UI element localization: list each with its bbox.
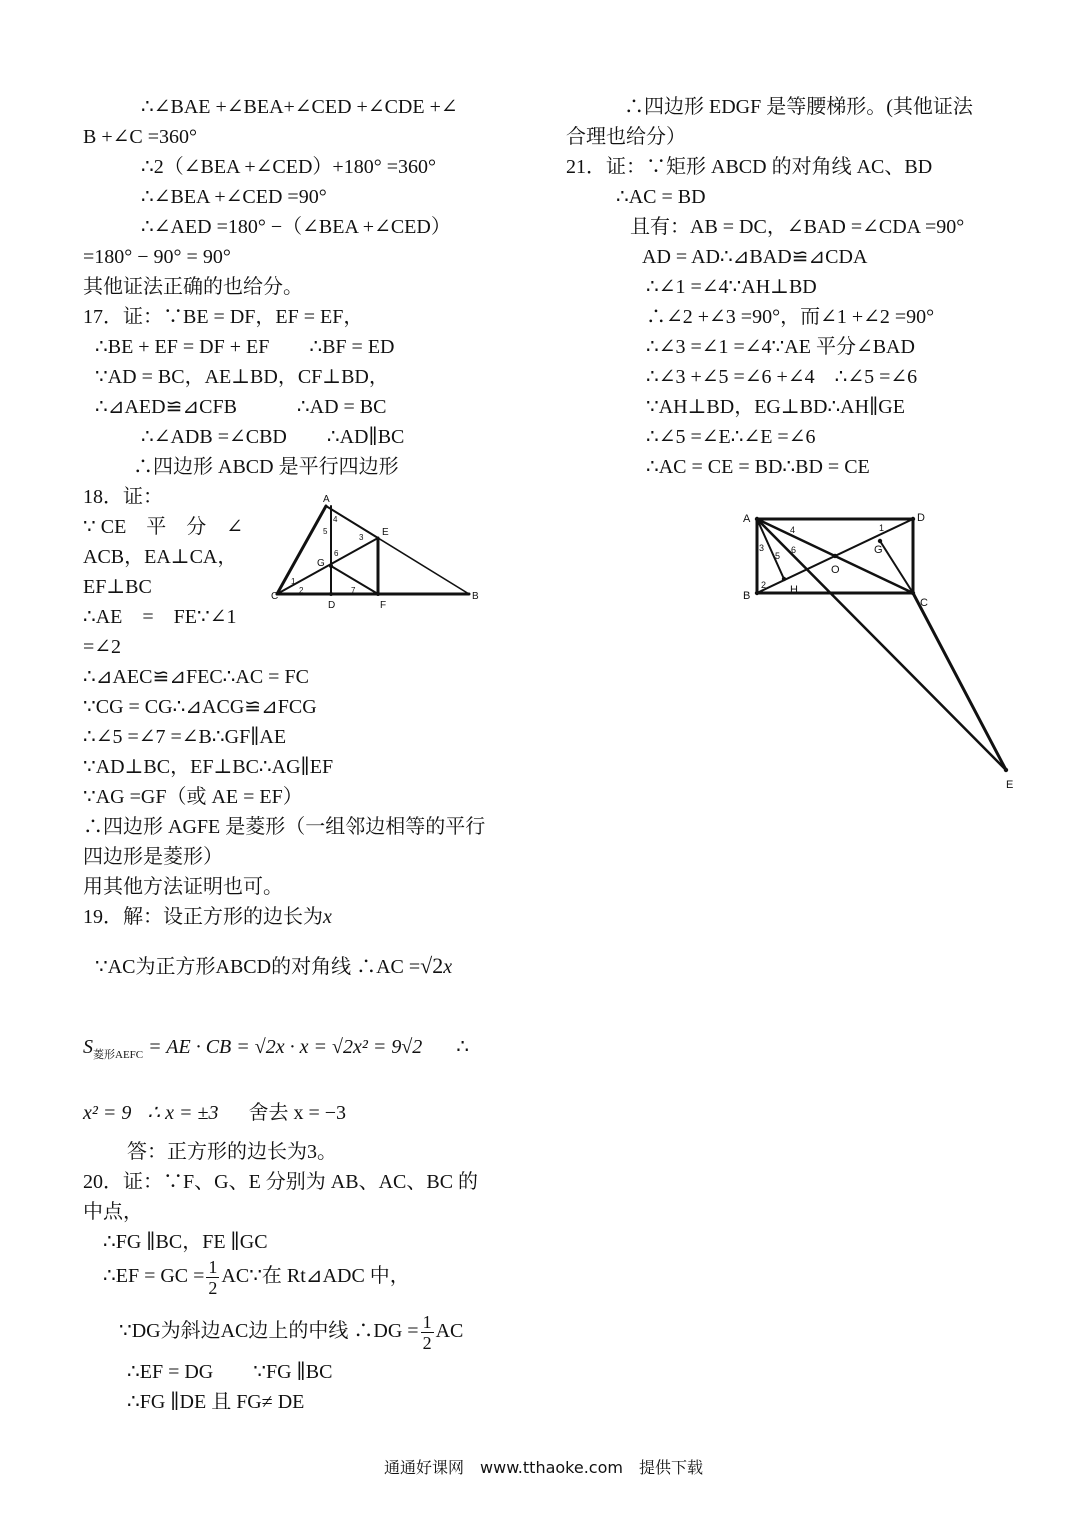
text-line: ∴2（∠BEA +∠CED）+180° =360° [141,156,436,178]
angle-label-5: 5 [775,551,781,561]
angle-label-7: 7 [351,586,356,595]
math-line [83,948,523,985]
text-line: ∴AC = CE = BD∴BD = CE [646,456,870,478]
text-line: 用其他方法证明也可。 [83,876,283,898]
label-D: D [917,512,925,524]
text-span: ∴ [456,1036,470,1058]
label-D: D [328,600,336,611]
angle-label-4: 4 [790,525,796,535]
text-line: =180° − 90° = 90° [83,246,231,268]
subscript: 菱形AEFC [93,1049,144,1061]
text-span: AC∵在 Rt⊿ADC 中， [221,1265,410,1288]
question-19 [83,902,523,1167]
text-line: ∵CG = CG∴⊿ACG≌⊿FCG [83,696,317,718]
text-line: ∴四边形 AGFE 是菱形（一组邻边相等的平行 [83,816,486,838]
math-line [83,1095,523,1131]
label-B: B [743,590,751,602]
label-B: B [472,591,479,602]
right-column [566,92,1011,482]
text-line: 中点， [83,1201,143,1223]
angle-label-3: 3 [359,533,364,542]
text-line: ∵AG =GF（或 AE = EF） [83,786,303,808]
fraction [206,1257,219,1298]
text-line: ∴AC = BD [616,186,706,208]
text-line: 合理也给分） [566,126,686,148]
text-line: ∴∠BAE +∠BEA+∠CED +∠CDE +∠ [141,96,458,118]
math-line [83,1312,523,1353]
label-G: G [317,558,325,569]
label-G: G [874,544,883,556]
angle-label-1: 1 [879,523,885,533]
math-line [83,1029,523,1073]
text-line: ∵AD⊥BC，EF⊥BC∴AG∥EF [83,756,334,778]
label-H: H [790,584,798,596]
text-line: ∴FG ∥BC，FE ∥GC [103,1231,268,1253]
text-line: ∴BE + EF = DF + EF ∴BF = ED [95,336,395,358]
text-line: ACB，EA⊥CA， [83,546,238,568]
angle-label-2: 2 [761,580,767,590]
text-line: B +∠C =360° [83,126,197,148]
angle-label-1: 1 [291,577,296,586]
denominator: 2 [422,1333,432,1353]
text-line: 答：正方形的边长为3。 [127,1141,337,1163]
left-column [83,92,523,1417]
angle-label-4: 4 [333,515,338,524]
text-line: 四边形是菱形） [83,846,223,868]
question-20-heading: 20．证：∵F、G、E 分别为 AB、AC、BC 的 [83,1171,479,1193]
math-expression: x² = 9 [83,1102,132,1124]
angle-label-6: 6 [791,545,797,555]
text-line: ∴∠ADB =∠CBD ∴AD∥BC [141,426,405,448]
text-span: ∵DG为斜边AC边上的中线 ∴DG = [119,1320,419,1343]
text-line: ∴四边形 EDGF 是等腰梯形。(其他证法 [624,96,973,118]
text-line: ∴∠1 =∠4∵AH⊥BD [646,276,817,298]
text-line: ∴⊿AED≌⊿CFB ∴AD = BC [95,396,387,418]
label-A: A [323,494,330,505]
text-line: ∴FG ∥DE 且 FG≠ DE [127,1391,305,1413]
label-C: C [920,597,928,609]
angle-label-3: 3 [759,543,765,553]
question-20 [83,1167,523,1417]
text-line: ∴∠2 +∠3 =90°，而∠1 +∠2 =90° [646,306,935,328]
label-O: O [831,564,840,576]
question-17-heading: 17．证：∵BE = DF，EF = EF， [83,306,364,328]
numerator: 1 [422,1312,432,1332]
math-expression: ∴ x = ±3 [147,1102,219,1124]
text-span: ∵AC为正方形ABCD的对角线 ∴AC = [95,956,421,978]
text-line: ∴∠3 =∠1 =∠4∵AE 平分∠BAD [646,336,915,358]
label-E: E [382,527,389,538]
text-span: ∴EF = GC = [103,1265,205,1288]
text-line: ∴∠5 =∠7 =∠B∴GF∥AE [83,726,287,748]
math-expression: 舍去 x = −3 [248,1102,347,1124]
question-17 [83,302,523,482]
math-var: x [443,956,453,978]
rectangle-figure-21 [730,505,1030,795]
text-line: 其他证法正确的也给分。 [83,276,303,298]
label-A: A [743,513,751,525]
page-footer: 通通好课网 www.tthaoke.com 提供下载 [384,1458,703,1477]
text-line: ∴∠5 =∠E∴∠E =∠6 [646,426,816,448]
question-21-heading: 21．证：∵矩形 ABCD 的对角线 AC、BD [566,156,933,178]
math-symbol-S: S [83,1036,93,1058]
sqrt-symbol: √2 [420,953,444,978]
question-21 [566,152,1011,482]
text-line: ∴EF = DG ∵FG ∥BC [127,1361,333,1383]
text-line: ∵AH⊥BD，EG⊥BD∴AH∥GE [646,396,905,418]
text-line: ∴四边形 ABCD 是平行四边形 [133,456,399,478]
text-line: ∴∠AED =180° −（∠BEA +∠CED） [141,216,451,238]
angle-label-6: 6 [334,549,339,558]
text-line: 且有：AB = DC，∠BAD =∠CDA =90° [630,216,965,238]
text-line: EF⊥BC [83,576,152,598]
math-line [83,1257,523,1298]
math-expression: = AE · CB = √2x · x = √2x² = 9√2 [143,1036,423,1058]
triangle-figure-18 [271,492,486,617]
text-span: AC [435,1320,464,1343]
text-line: ∵ CE 平 分 ∠ [83,516,244,538]
text-line: AD = AD∴⊿BAD≌⊿CDA [642,246,868,268]
text-line: ∴AE = FE∵∠1 [83,606,237,628]
denominator: 2 [208,1278,218,1298]
math-var: x [323,906,332,928]
numerator: 1 [208,1257,218,1277]
text-line: ∴∠BEA +∠CED =90° [141,186,327,208]
question-19-heading [83,902,523,932]
label-E: E [1006,779,1014,791]
question-18 [83,482,523,902]
question-18-heading: 18．证： [83,486,163,508]
text-line: =∠2 [83,636,122,658]
angle-label-2: 2 [299,586,304,595]
angle-label-5: 5 [323,527,328,536]
fraction [421,1312,434,1353]
text-span: 19．解：设正方形的边长为 [83,906,323,928]
text-line: ∴∠3 +∠5 =∠6 +∠4 ∴∠5 =∠6 [646,366,918,388]
label-C: C [271,591,279,602]
text-line: ∴⊿AEC≌⊿FEC∴AC = FC [83,666,309,688]
text-line: ∵AD = BC，AE⊥BD，CF⊥BD， [95,366,389,388]
label-F: F [380,600,387,611]
